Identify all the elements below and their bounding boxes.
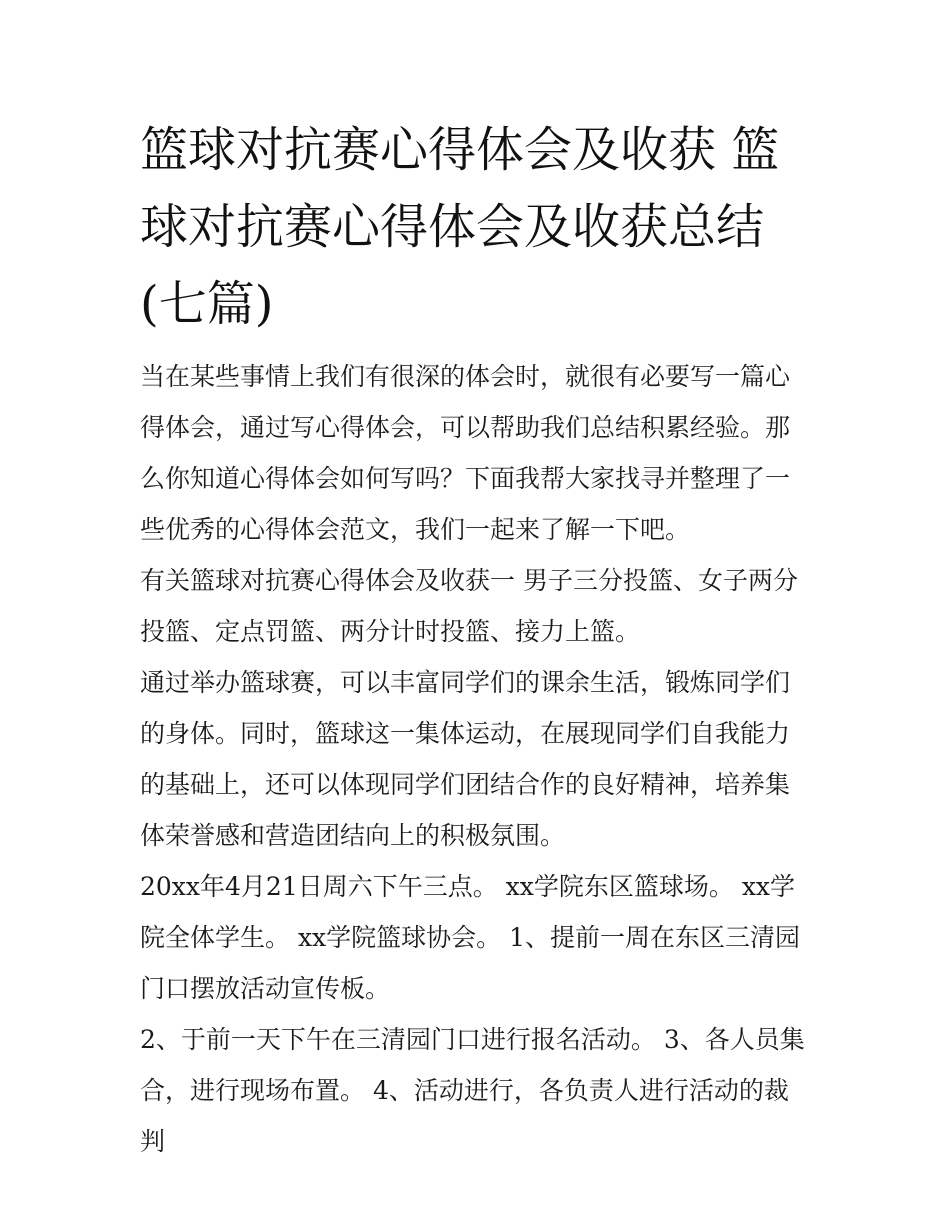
schedule-paragraph: 20xx年4月21日周六下午三点。 xx学院东区篮球场。 xx学院全体学生。 xx学院篮球协会。 1、提前一周在东区三清园门口摆放活动宣传板。 xyxy=(140,872,800,1003)
purpose-paragraph: 通过举办篮球赛，可以丰富同学们的课余生活，锻炼同学们的身体。同时，篮球这一集体运动，在展现同学们自我能力的基础上，还可以体现同学们团结合作的良好精神，培养集体荣誉感和营造团结向上的积极氛围。 xyxy=(140,668,791,850)
document-title: 篮球对抗赛心得体会及收获 篮球对抗赛心得体会及收获总结(七篇) xyxy=(140,122,780,332)
document-body xyxy=(140,112,812,1167)
events-paragraph: 有关篮球对抗赛心得体会及收获一 男子三分投篮、女子两分投篮、定点罚篮、两分计时投篮、接力上篮。 xyxy=(140,566,798,646)
steps-paragraph: 2、于前一天下午在三清园门口进行报名活动。 3、各人员集合，进行现场布置。 4、活动进行，各负责人进行活动的裁判 xyxy=(140,1025,805,1156)
intro-paragraph: 当在某些事情上我们有很深的体会时，就很有必要写一篇心得体会，通过写心得体会，可以帮助我们总结积累经验。那么你知道心得体会如何写吗？下面我帮大家找寻并整理了一些优秀的心得体会范文，我们一起来了解一下吧。 xyxy=(140,362,791,544)
